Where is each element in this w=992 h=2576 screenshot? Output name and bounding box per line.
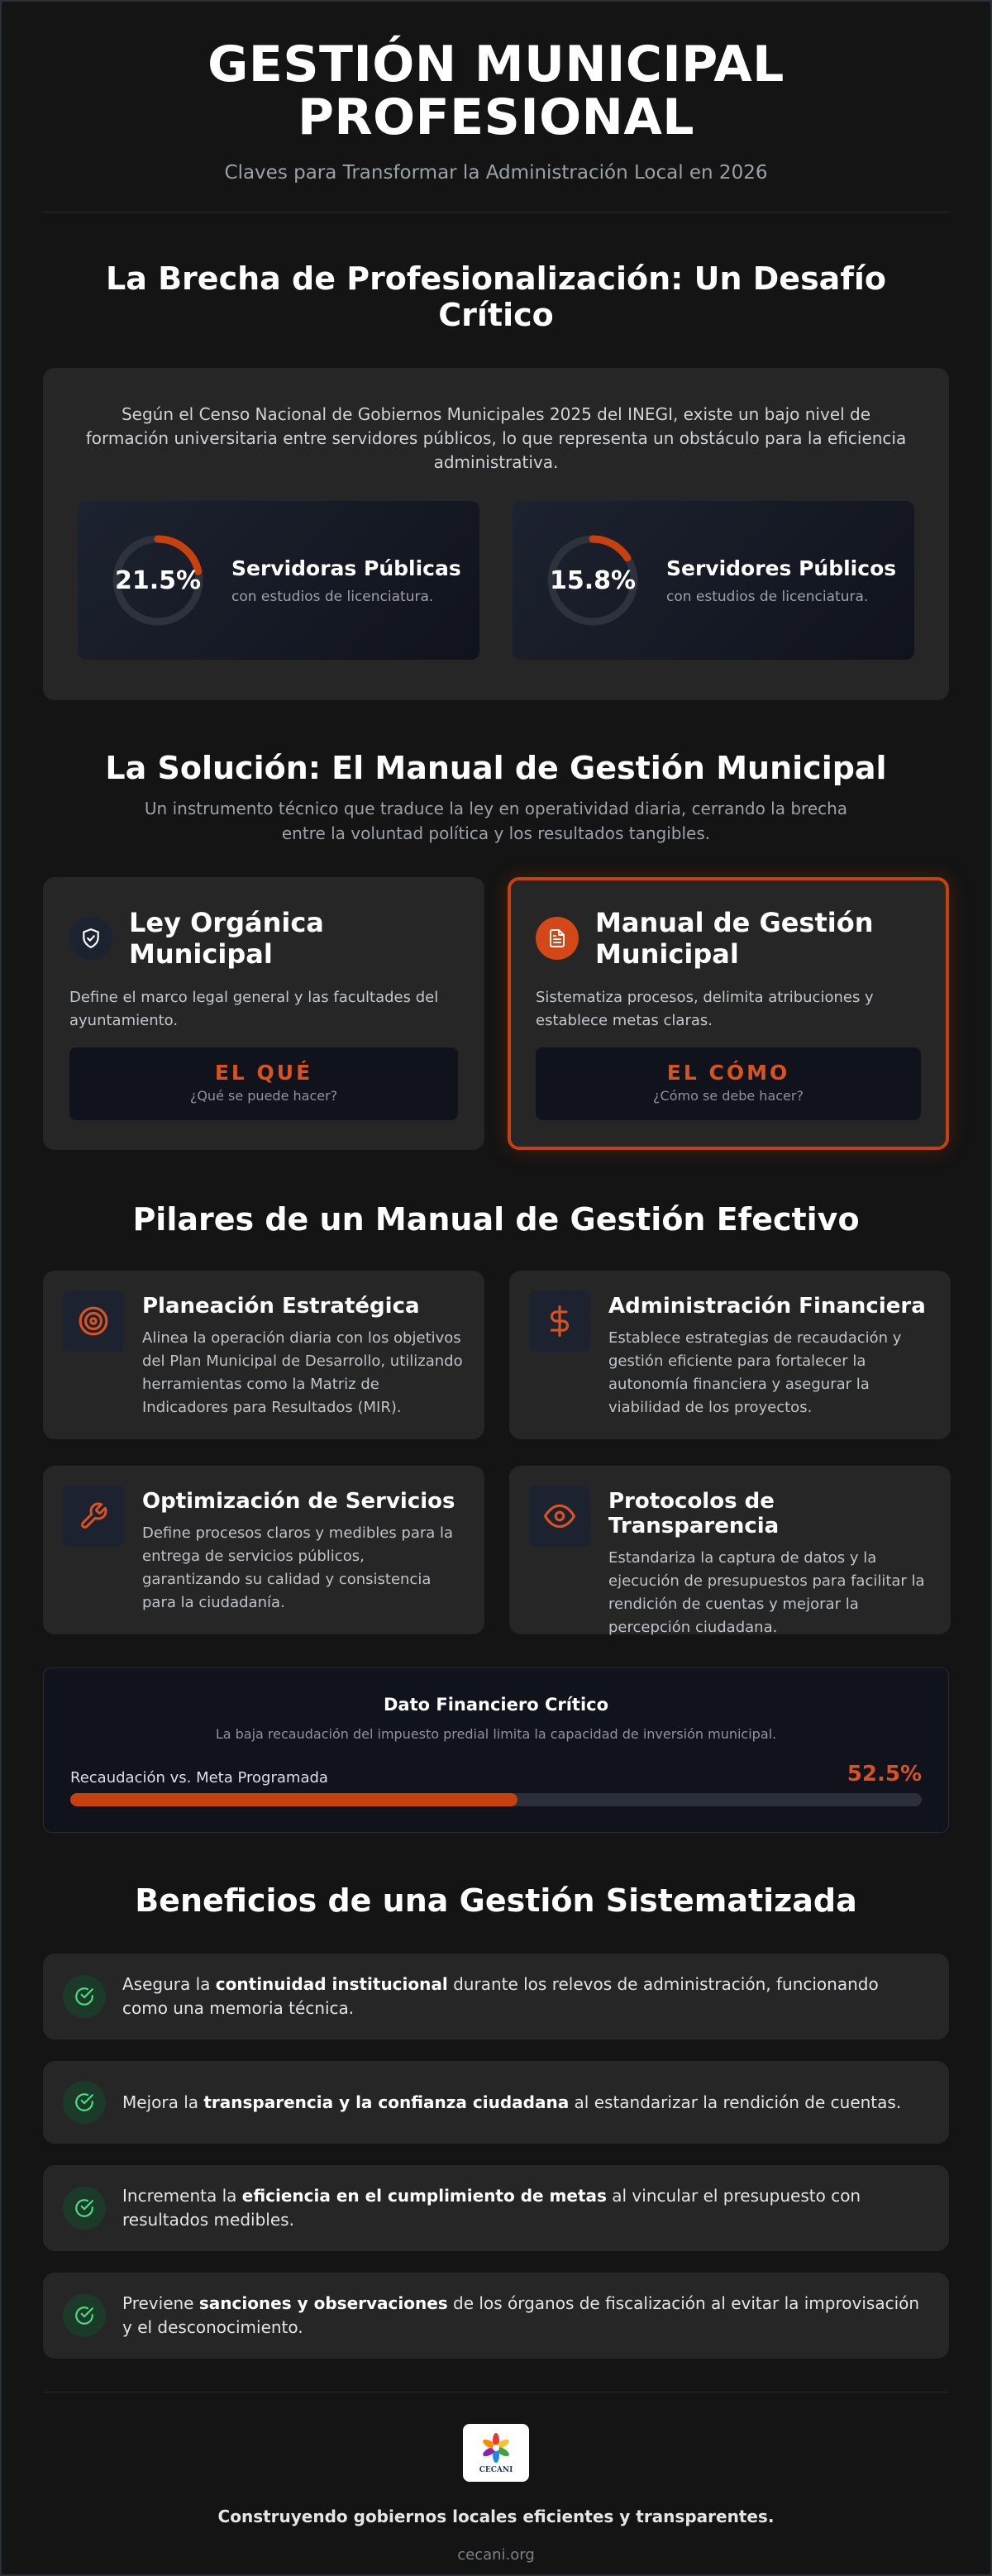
box-subtitle: ¿Cómo se debe hacer? xyxy=(653,1088,804,1104)
progress-label: Recaudación vs. Meta Programada xyxy=(70,1769,328,1787)
benefit-post: durante los relevos de administración, funcionando como una memoria técnica. xyxy=(122,1974,879,2018)
benefit-pre: Previene xyxy=(122,2293,199,2313)
stat-text xyxy=(231,556,461,605)
brecha-text: Según el Censo Nacional de Gobiernos Municipales 2025 del INEGI, existe un bajo nivel de formación universitaria entre servidores públicos, lo que representa un obstáculo para la eficiencia administrativa. xyxy=(85,404,907,472)
brecha-card xyxy=(43,368,949,700)
benefit-bold: transparencia y la confianza ciudadana xyxy=(203,2092,570,2112)
stat-sub: con estudios de licenciatura. xyxy=(666,588,869,605)
solucion-title: La Solución: El Manual de Gestión Municipal xyxy=(105,750,887,786)
benefit-text xyxy=(122,2184,921,2232)
pillar-text: Establece estrategias de recaudación y gestión eficiente para fortalecer la autonomía financiera y asegurar la viabilidad de los proyectos. xyxy=(608,1329,902,1416)
footer-tagline: Construyendo gobiernos locales eficientes y transparentes. xyxy=(217,2507,775,2526)
check-circle-icon xyxy=(63,2081,106,2124)
title-line-1: GESTIÓN MUNICIPAL xyxy=(207,36,785,93)
benefit-item xyxy=(43,2165,949,2251)
pillar-text: Define procesos claros y medibles para la entrega de servicios públicos, garantizando su calidad y consistencia para la ciudadanía. xyxy=(142,1524,454,1611)
pillar-body xyxy=(142,1290,465,1419)
manual-gestion-card xyxy=(508,877,949,1150)
benefits-list xyxy=(43,1953,949,2359)
box-title: EL QUÉ xyxy=(214,1061,313,1085)
solution-cards xyxy=(43,877,949,1150)
pillar-title: Administración Financiera xyxy=(608,1294,926,1319)
cecani-logo xyxy=(463,2424,529,2482)
stat-card-servidoras xyxy=(78,501,479,660)
stat-card-servidores xyxy=(513,501,914,660)
check-circle-icon xyxy=(63,1975,106,2018)
target-icon xyxy=(63,1290,124,1352)
stat-text xyxy=(666,556,896,605)
pillar-text: Alinea la operación diaria con los objetivos del Plan Municipal de Desarrollo, utilizando herramientas como la Matriz de Indicadores para Resultados (MIR). xyxy=(142,1329,463,1416)
dato-subtitle: La baja recaudación del impuesto predial limita la capacidad de inversión municipal. xyxy=(215,1726,777,1742)
logo-text: CECANI xyxy=(479,2466,513,2474)
hero-header xyxy=(43,2,949,184)
stat-label: Servidores Públicos xyxy=(666,556,897,580)
donut-chart xyxy=(109,532,207,629)
box-title: EL CÓMO xyxy=(666,1061,790,1085)
card-title: Manual de Gestión Municipal xyxy=(595,907,874,970)
card-header xyxy=(69,907,458,970)
card-text: Sistematiza procesos, delimita atribuciones y establece metas claras. xyxy=(536,989,874,1029)
progress-bar xyxy=(70,1793,922,1806)
pillar-body xyxy=(142,1486,465,1615)
progress-value: 52.5% xyxy=(847,1762,922,1787)
benefit-text xyxy=(122,1973,921,2020)
benefit-pre: Incrementa la xyxy=(122,2186,242,2206)
pillar-card xyxy=(509,1466,951,1634)
benefit-post: de los órganos de fiscalización al evitar la improvisación y el desconocimiento. xyxy=(122,2293,920,2337)
check-circle-icon xyxy=(63,2187,106,2230)
pillars-grid xyxy=(43,1271,949,1634)
stat-label: Servidoras Públicas xyxy=(231,556,461,580)
pillar-card xyxy=(509,1271,951,1439)
page-subtitle: Claves para Transformar la Administración Local en 2026 xyxy=(224,162,768,184)
box-subtitle: ¿Qué se puede hacer? xyxy=(189,1088,338,1104)
solucion-subtitle: Un instrumento técnico que traduce la ley en operatividad diaria, cerrando la brecha entre la voluntad política y los resultados tangibles. xyxy=(144,799,848,843)
progress-fill xyxy=(70,1793,517,1806)
stat-value: 15.8% xyxy=(549,565,637,595)
pillar-title: Optimización de Servicios xyxy=(142,1489,455,1514)
footer-url-link[interactable]: cecani.org xyxy=(457,2546,535,2564)
pillar-title: Planeación Estratégica xyxy=(142,1294,420,1319)
eye-icon xyxy=(529,1486,590,1547)
pilares-title: Pilares de un Manual de Gestión Efectivo xyxy=(132,1201,860,1238)
pillar-title: Protocolos de Transparencia xyxy=(608,1489,780,1538)
benefit-pre: Mejora la xyxy=(122,2092,204,2112)
benefit-item xyxy=(43,2273,949,2359)
dato-financiero-card xyxy=(43,1667,949,1833)
dollar-icon xyxy=(529,1290,590,1352)
progress-header xyxy=(70,1762,922,1787)
stat-value: 21.5% xyxy=(114,565,202,595)
footer xyxy=(43,2392,949,2564)
content xyxy=(43,2,949,2564)
benefit-text xyxy=(122,2292,921,2340)
benefit-post: al estandarizar la rendición de cuentas. xyxy=(569,2092,902,2112)
stats-row xyxy=(78,501,914,660)
benefit-item xyxy=(43,1953,949,2039)
que-box xyxy=(69,1047,458,1120)
card-title: Ley Orgánica Municipal xyxy=(129,907,324,970)
stat-sub: con estudios de licenciatura. xyxy=(231,588,434,605)
title-line-2: PROFESIONAL xyxy=(297,88,695,146)
benefit-post: al vincular el presupuesto con resultados medibles. xyxy=(122,2186,861,2230)
donut-chart xyxy=(544,532,641,629)
pillar-card xyxy=(43,1271,484,1439)
shield-icon xyxy=(69,917,112,960)
benefit-bold: sanciones y observaciones xyxy=(198,2293,448,2313)
check-circle-icon xyxy=(63,2294,106,2337)
benefit-item xyxy=(43,2061,949,2144)
wrench-icon xyxy=(63,1486,124,1547)
page-title xyxy=(43,38,949,144)
benefit-text xyxy=(122,2091,901,2115)
benefit-pre: Asegura la xyxy=(122,1974,216,1994)
pillar-card xyxy=(43,1466,484,1634)
benefit-bold: continuidad institucional xyxy=(215,1974,448,1994)
dato-title: Dato Financiero Crítico xyxy=(383,1695,609,1715)
benefit-bold: eficiencia en el cumplimiento de metas xyxy=(241,2186,607,2206)
ley-organica-card xyxy=(43,877,484,1150)
como-box xyxy=(536,1047,921,1120)
beneficios-title: Beneficios de una Gestión Sistematizada xyxy=(135,1882,857,1919)
logo-emblem-icon xyxy=(479,2431,513,2464)
pillar-body xyxy=(608,1486,931,1636)
card-header xyxy=(536,907,921,970)
card-text: Define el marco legal general y las facultades del ayuntamiento. xyxy=(69,989,439,1029)
brecha-title: La Brecha de Profesionalización: Un Desafío Crítico xyxy=(106,260,886,333)
pillar-text: Estandariza la captura de datos y la ejecución de presupuestos para facilitar la rendición de cuentas y mejorar la percepción ciudadana. xyxy=(608,1549,925,1636)
pillar-body xyxy=(608,1290,931,1419)
document-icon xyxy=(536,917,579,960)
